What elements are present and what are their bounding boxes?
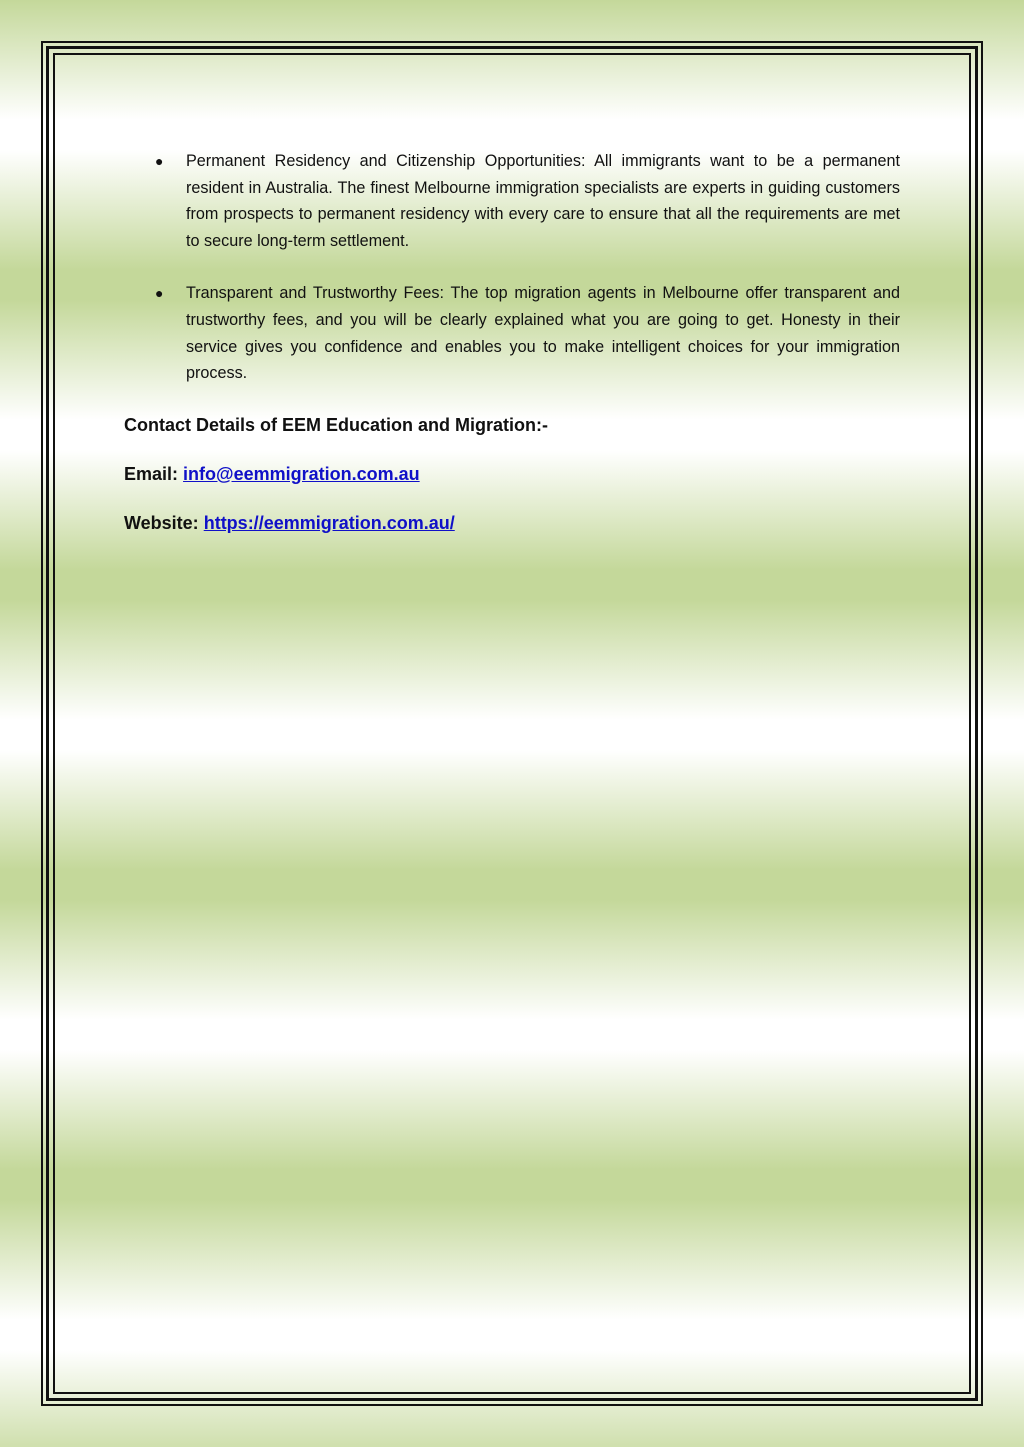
document-content <box>124 148 900 560</box>
bullet-text: Transparent and Trustworthy Fees: The top migration agents in Melbourne offer transparent and trustworthy fees, and you will be clearly explained what you are going to get. Honesty in their service gives you confidence and enables you to make intelligent choices for your immigration process. <box>186 284 900 383</box>
bullet-item-fees <box>124 280 900 386</box>
bullet-text: Permanent Residency and Citizenship Opportunities: All immigrants want to be a permanent resident in Australia. The finest Melbourne immigration specialists are experts in guiding customers from prospects to permanent residency with every care to ensure that all the requirements are met to secure long-term settlement. <box>186 152 900 250</box>
bullet-item-permanent-residency <box>124 148 900 254</box>
contact-heading: Contact Details of EEM Education and Migration:- <box>124 414 549 435</box>
bullet-list <box>124 148 900 387</box>
email-label: Email: <box>124 463 179 484</box>
website-link[interactable]: https://eemmigration.com.au/ <box>203 512 455 533</box>
bullet-icon: ● <box>155 153 164 169</box>
email-link[interactable]: info@eemmigration.com.au <box>183 463 420 484</box>
website-line <box>124 511 900 535</box>
email-line <box>124 462 900 486</box>
website-label: Website: <box>124 512 199 533</box>
bullet-icon: ● <box>155 285 164 302</box>
